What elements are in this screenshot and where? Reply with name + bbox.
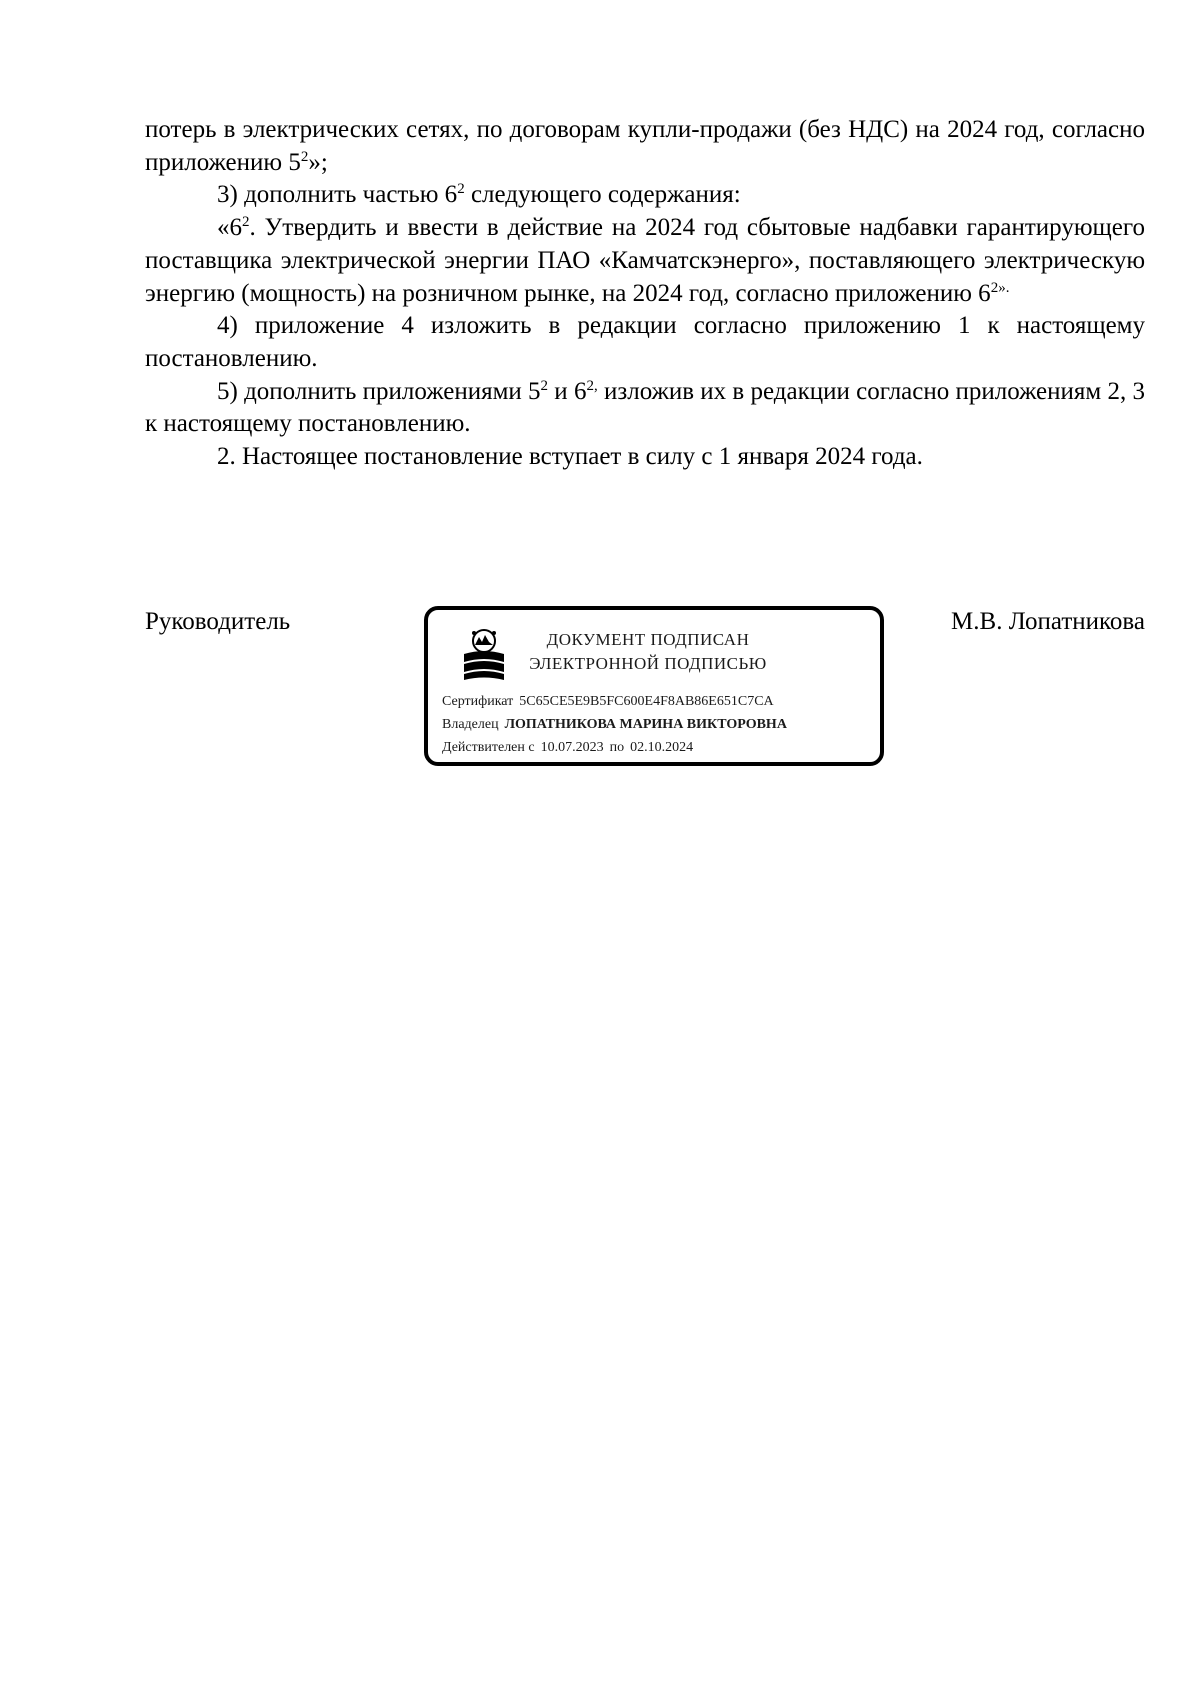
paragraph-1: потерь в электрических сетях, по договорам купли-продажи (без НДС) на 2024 год, согласно приложению $5^2$»;	[145, 116, 1145, 176]
paragraph-item-5: 5) дополнить приложениями $5^2$ и $6^{2,}$ изложив их в редакции согласно приложениям 2, 3 к настоящему постановлению.	[145, 377, 1145, 438]
stamp-title: ДОКУМЕНТ ПОДПИСАН ЭЛЕКТРОННОЙ ПОДПИСЬЮ	[529, 630, 767, 673]
paragraph-quote-6-2: «$6^2$. Утвердить и ввести в действие на 2024 год сбытовые надбавки гарантирующего поставщика электрической энергии ПАО «Камчатскэнерго», поставляющего электрическую энергию (мощность) на розничном рынке, на 2024 год, согласно приложению $6^{2».}$	[145, 214, 1145, 307]
stamp-owner-line: Владелец ЛОПАТНИКОВА МАРИНА ВИКТОРОВНА	[442, 717, 787, 732]
paragraph-item-4: 4) приложение 4 изложить в редакции согласно приложению 1 к настоящему постановлению.	[145, 312, 1145, 372]
kamchatka-emblem-icon	[460, 628, 508, 684]
paragraph-item-3: 3) дополнить частью $6^2$ следующего содержания:	[217, 181, 741, 209]
stamp-certificate-line: Сертификат 5C65CE5E9B5FC600E4F8AB86E651C7CA	[442, 694, 774, 709]
paragraph-effective-date: 2. Настоящее постановление вступает в силу с 1 января 2024 года.	[217, 443, 923, 471]
signer-title: Руководитель	[145, 608, 291, 635]
document-body	[145, 114, 1145, 474]
signer-name: М.В. Лопатникова	[951, 608, 1145, 635]
electronic-signature-stamp	[424, 606, 884, 766]
stamp-details	[442, 690, 787, 759]
stamp-validity-line: Действителен с 10.07.2023 по 02.10.2024	[442, 740, 694, 755]
